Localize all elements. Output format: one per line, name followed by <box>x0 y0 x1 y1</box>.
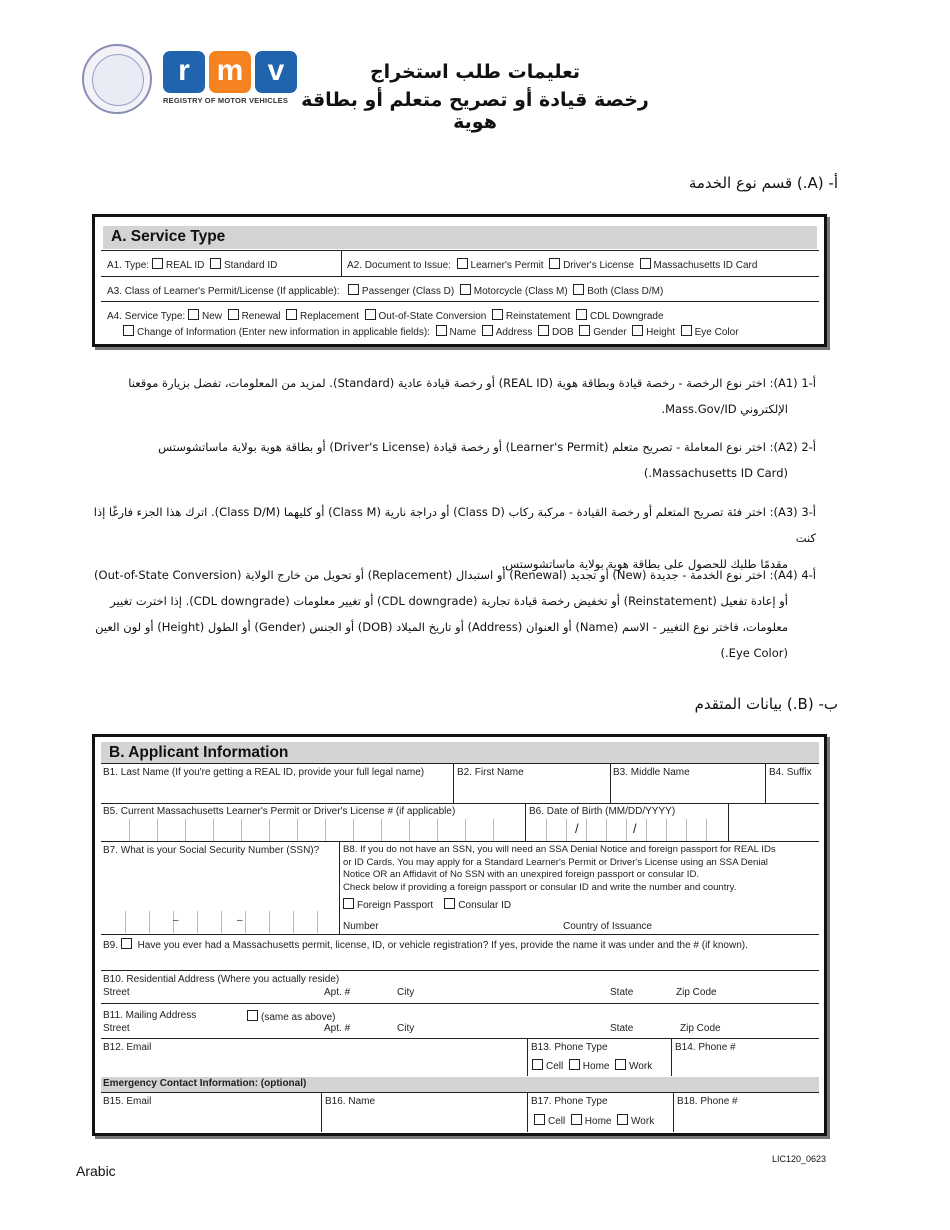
b6-dob-label: B6. Date of Birth (MM/DD/YYYY) <box>529 806 676 817</box>
b17-phone-type-label: B17. Phone Type <box>531 1096 608 1107</box>
dob-slash-1: / <box>575 821 579 836</box>
a4-new-checkbox[interactable]: New <box>188 311 222 322</box>
footer-form-code: LIC120_0623 <box>772 1154 827 1164</box>
b11-city-label: City <box>397 1023 415 1034</box>
b7-ssn-field[interactable] <box>101 911 337 933</box>
instruction-a3: أ-3 (A3): اختر فئة تصريح المتعلم أو رخصة القيادة - مركبة ركاب (Class D) أو دراجة نارية (Class M) أو كليهما (Class D/M). اترك هذا الجزء فارغًا إذا كنت مقدمًا طلبك للحصول على بطاقة هوية بولاية ماساتشوستس. <box>93 505 816 571</box>
b1-last-name-label: B1. Last Name (If you're getting a REAL ID, provide your full legal name) <box>103 767 425 778</box>
b10-residential-address-label: B10. Residential Address (Where you actually reside) <box>103 974 340 985</box>
a1-real-id-checkbox[interactable]: REAL ID <box>152 260 205 271</box>
b9-prior-license: B9. Have you ever had a Massachusetts permit, license, ID, or vehicle registration? If yes, provide the name it was under and the # (if known). <box>103 940 748 951</box>
a4-label: A4. Service Type: <box>107 311 186 322</box>
a1-standard-id-checkbox[interactable]: Standard ID <box>210 260 277 271</box>
b10-apt-label: Apt. # <box>324 987 351 998</box>
b11-zip-label: Zip Code <box>680 1023 721 1034</box>
b9-checkbox[interactable] <box>121 940 135 951</box>
a3-passenger-checkbox[interactable]: Passenger (Class D) <box>348 286 454 297</box>
b12-email-label: B12. Email <box>103 1042 152 1053</box>
ssn-dash-2: – <box>237 915 243 926</box>
b13-work-checkbox[interactable]: Work <box>615 1061 652 1072</box>
b16-name-label: B16. Name <box>325 1096 376 1107</box>
a4-change-dob-checkbox[interactable]: DOB <box>538 327 574 338</box>
ssn-dash-1: – <box>173 915 179 926</box>
b15-email-label: B15. Email <box>103 1096 152 1107</box>
b2-first-name-label: B2. First Name <box>457 767 524 778</box>
b8-foreign-passport-checkbox[interactable]: Foreign Passport <box>343 900 433 911</box>
footer-language: Arabic <box>76 1163 116 1179</box>
b1-last-name-field[interactable] <box>101 781 451 801</box>
a1-label: A1. Type: <box>107 260 150 271</box>
a4-change-address-checkbox[interactable]: Address <box>482 327 533 338</box>
b17-cell-checkbox[interactable]: Cell <box>534 1116 565 1127</box>
form-a-title: A. Service Type <box>103 226 817 249</box>
a3-label: A3. Class of Learner's Permit/License (If applicable): <box>107 286 340 297</box>
section-a-heading: أ- (A.) قسم نوع الخدمة <box>688 174 838 192</box>
b10-city-label: City <box>397 987 415 998</box>
instruction-a1: أ-1 (A1): اختر نوع الرخصة - رخصة قيادة وبطاقة هوية (REAL ID) أو رخصة قيادة عادية (Standard). لمزيد من المعلومات، تفضل بزيارة موقعنا الإلكتروني Mass.Gov/ID. <box>128 376 816 416</box>
b11-street-label: Street <box>103 1023 130 1034</box>
a4-replacement-checkbox[interactable]: Replacement <box>286 311 359 322</box>
page-title-line2: رخصة قيادة أو تصريح متعلم أو بطاقة هوية <box>301 89 649 133</box>
b3-middle-name-field[interactable] <box>612 781 764 801</box>
b2-first-name-field[interactable] <box>455 781 609 801</box>
a4-reinstatement-checkbox[interactable]: Reinstatement <box>492 311 570 322</box>
b5-license-number-field[interactable] <box>101 819 523 841</box>
dob-slash-2: / <box>633 821 637 836</box>
a4-renewal-checkbox[interactable]: Renewal <box>228 311 281 322</box>
b18-phone-number-label: B18. Phone # <box>677 1096 738 1107</box>
a2-learners-permit-checkbox[interactable]: Learner's Permit <box>457 260 544 271</box>
form-a-service-type <box>92 214 827 347</box>
a4-out-of-state-checkbox[interactable]: Out-of-State Conversion <box>365 311 487 322</box>
form-b-applicant-info <box>92 734 827 1136</box>
emergency-contact-header: Emergency Contact Information: (optional) <box>101 1077 819 1092</box>
b17-work-checkbox[interactable]: Work <box>617 1116 654 1127</box>
b10-street-label: Street <box>103 987 130 998</box>
rmv-logo-m: m <box>209 51 251 93</box>
b11-same-as-above-checkbox[interactable]: (same as above) <box>247 1010 335 1023</box>
a4-cdl-downgrade-checkbox[interactable]: CDL Downgrade <box>576 311 664 322</box>
b8-consular-id-checkbox[interactable]: Consular ID <box>444 900 511 911</box>
a4-change-info-checkbox[interactable]: Change of Information (Enter new information in applicable fields): <box>123 327 430 338</box>
b10-zip-label: Zip Code <box>676 987 717 998</box>
a2-label: A2. Document to Issue: <box>347 260 451 271</box>
a4-change-gender-checkbox[interactable]: Gender <box>579 327 626 338</box>
b8-country-label: Country of Issuance <box>563 921 652 932</box>
rmv-logo-r: r <box>163 51 205 93</box>
b17-home-checkbox[interactable]: Home <box>571 1116 612 1127</box>
massachusetts-seal-logo <box>82 44 152 114</box>
b6-dob-field[interactable] <box>526 819 726 841</box>
b8-no-ssn-text: B8. If you do not have an SSN, you will need an SSA Denial Notice and foreign passport for REAL IDs or ID Cards. You may apply for a Standard Learner's Permit or Driver's License using an SSA Denial Notice OR an Affidavit of No SSN with an unexpired foreign passport or consular ID. Check below if providing a foreign passport or consular ID and write the number and country. <box>343 844 776 893</box>
b5-license-number-label: B5. Current Massachusetts Learner's Permit or Driver's License # (if applicable) <box>103 806 456 817</box>
a3-motorcycle-checkbox[interactable]: Motorcycle (Class M) <box>460 286 568 297</box>
a2-ma-id-card-checkbox[interactable]: Massachusetts ID Card <box>640 260 758 271</box>
b13-phone-type-label: B13. Phone Type <box>531 1042 608 1053</box>
b13-home-checkbox[interactable]: Home <box>569 1061 610 1072</box>
b8-number-label: Number <box>343 921 379 932</box>
form-b-title: B. Applicant Information <box>101 742 819 764</box>
section-b-heading: ب- (B.) بيانات المتقدم <box>694 695 838 713</box>
b4-suffix-field[interactable] <box>767 781 817 801</box>
instruction-a4: أ-4 (A4): اختر نوع الخدمة - جديدة (New) أو تجديد (Renewal) أو استبدال (Replacement) أو تحويل من خارج الولاية (Out-of-State Conversion) أو إعادة تفعيل (Reinstatement) أو تخفيض رخصة قيادة تجارية (CDL downgrade) أو تغيير معلومات (CDL downgrade). إذا اخترت تغيير معلومات، فاختر نوع التغيير - الاسم (Name) أو العنوان (Address) أو تاريخ الميلاد (DOB) أو الجنس (Gender) أو الطول (Height) أو لون العين (Eye Color.) <box>94 568 816 660</box>
b3-middle-name-label: B3. Middle Name <box>613 767 690 778</box>
a2-drivers-license-checkbox[interactable]: Driver's License <box>549 260 634 271</box>
b11-mailing-address-label: B11. Mailing Address <box>103 1010 197 1021</box>
instruction-a2: أ-2 (A2): اختر نوع المعاملة - تصريح متعلم (Learner's Permit) أو رخصة قيادة (Driver's License) أو بطاقة هوية بولاية ماساتشوستس (Massachusetts ID Card.) <box>158 440 816 480</box>
rmv-logo-subtitle: REGISTRY OF MOTOR VEHICLES <box>163 96 289 105</box>
b4-suffix-label: B4. Suffix <box>769 767 812 778</box>
page-title-line1: تعليمات طلب استخراج <box>369 61 580 83</box>
b14-phone-number-label: B14. Phone # <box>675 1042 736 1053</box>
rmv-logo-v: v <box>255 51 297 93</box>
b13-cell-checkbox[interactable]: Cell <box>532 1061 563 1072</box>
b11-state-label: State <box>610 1023 634 1034</box>
a4-change-eye-color-checkbox[interactable]: Eye Color <box>681 327 739 338</box>
b10-state-label: State <box>610 987 634 998</box>
a3-both-checkbox[interactable]: Both (Class D/M) <box>573 286 663 297</box>
a4-change-name-checkbox[interactable]: Name <box>436 327 477 338</box>
b7-ssn-label: B7. What is your Social Security Number (SSN)? <box>103 845 320 856</box>
b11-apt-label: Apt. # <box>324 1023 351 1034</box>
a4-change-height-checkbox[interactable]: Height <box>632 327 675 338</box>
